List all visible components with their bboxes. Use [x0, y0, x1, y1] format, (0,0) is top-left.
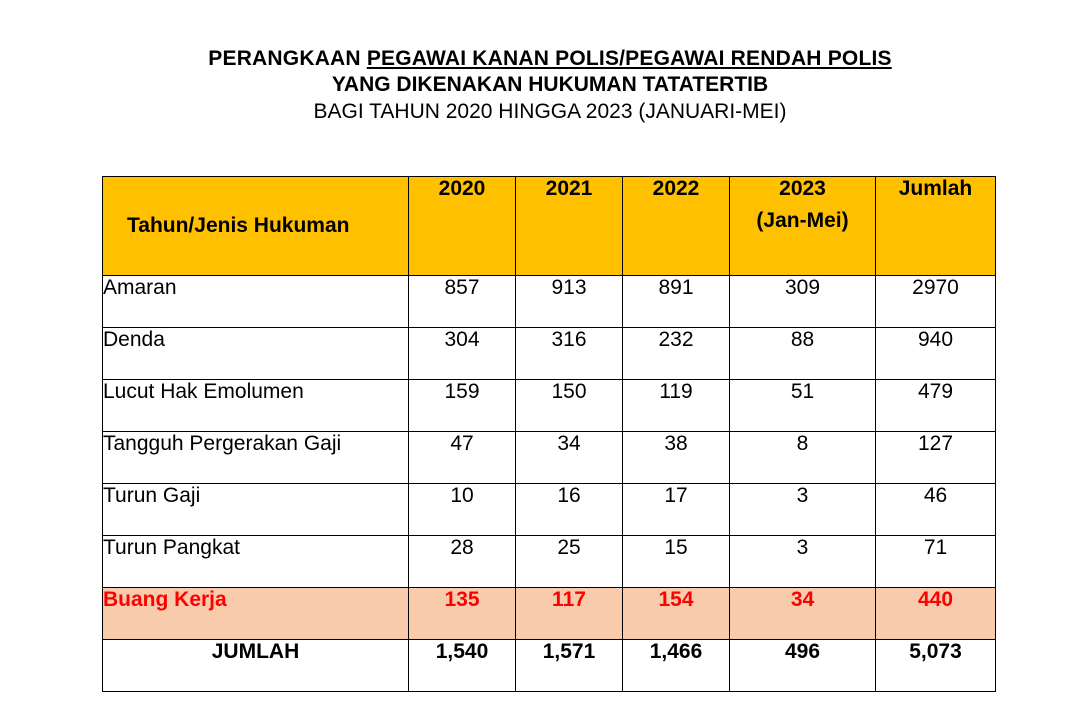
cell-total: 440 [876, 588, 996, 640]
title-line-1 [0, 46, 1080, 72]
cell-total: 46 [876, 484, 996, 536]
table-row [103, 328, 996, 380]
row-label: Turun Gaji [103, 484, 409, 536]
cell-2023: 8 [730, 432, 876, 484]
total-2022: 1,466 [623, 640, 730, 692]
cell-2021: 913 [516, 276, 623, 328]
cell-2023: 34 [730, 588, 876, 640]
table-header-row [103, 177, 996, 276]
cell-2021: 117 [516, 588, 623, 640]
header-2023 [730, 177, 876, 276]
title-line-1-underlined: PEGAWAI KANAN POLIS/PEGAWAI RENDAH POLIS [366, 47, 892, 70]
header-2023-year: 2023 [779, 177, 826, 200]
cell-2021: 25 [516, 536, 623, 588]
cell-2022: 891 [623, 276, 730, 328]
title-line-2: YANG DIKENAKAN HUKUMAN TATATERTIB [331, 73, 769, 96]
table-row [103, 432, 996, 484]
cell-2020: 10 [409, 484, 516, 536]
cell-2021: 150 [516, 380, 623, 432]
row-label: Tangguh Pergerakan Gaji [103, 432, 409, 484]
header-year-punishment-type: Tahun/Jenis Hukuman [103, 177, 409, 276]
header-2020: 2020 [409, 177, 516, 276]
table-row [103, 484, 996, 536]
table-total-row [103, 640, 996, 692]
table-row [103, 536, 996, 588]
row-label: Denda [103, 328, 409, 380]
cell-total: 127 [876, 432, 996, 484]
cell-2022: 15 [623, 536, 730, 588]
header-2021: 2021 [516, 177, 623, 276]
document-title [0, 46, 1080, 125]
cell-2020: 857 [409, 276, 516, 328]
cell-2020: 135 [409, 588, 516, 640]
discipline-statistics-table [102, 176, 996, 692]
table-row-highlighted [103, 588, 996, 640]
title-line-3: BAGI TAHUN 2020 HINGGA 2023 (JANUARI-MEI) [313, 100, 787, 123]
cell-total: 2970 [876, 276, 996, 328]
header-total: Jumlah [876, 177, 996, 276]
cell-2023: 88 [730, 328, 876, 380]
cell-2023: 3 [730, 536, 876, 588]
cell-2020: 159 [409, 380, 516, 432]
cell-2020: 47 [409, 432, 516, 484]
cell-2022: 38 [623, 432, 730, 484]
cell-total: 71 [876, 536, 996, 588]
row-label: Amaran [103, 276, 409, 328]
cell-2022: 154 [623, 588, 730, 640]
total-2021: 1,571 [516, 640, 623, 692]
cell-2022: 17 [623, 484, 730, 536]
row-label: Lucut Hak Emolumen [103, 380, 409, 432]
cell-total: 479 [876, 380, 996, 432]
cell-2023: 51 [730, 380, 876, 432]
cell-2021: 34 [516, 432, 623, 484]
cell-2022: 119 [623, 380, 730, 432]
cell-total: 940 [876, 328, 996, 380]
cell-2022: 232 [623, 328, 730, 380]
header-2023-period: (Jan-Mei) [756, 209, 849, 232]
cell-2021: 316 [516, 328, 623, 380]
total-2023: 496 [730, 640, 876, 692]
table-row [103, 276, 996, 328]
cell-2023: 3 [730, 484, 876, 536]
total-grand: 5,073 [876, 640, 996, 692]
cell-2021: 16 [516, 484, 623, 536]
table-row [103, 380, 996, 432]
total-row-label: JUMLAH [103, 640, 409, 692]
cell-2023: 309 [730, 276, 876, 328]
cell-2020: 28 [409, 536, 516, 588]
title-line-1-prefix: PERANGKAAN [208, 47, 367, 70]
row-label: Turun Pangkat [103, 536, 409, 588]
total-2020: 1,540 [409, 640, 516, 692]
cell-2020: 304 [409, 328, 516, 380]
header-2022: 2022 [623, 177, 730, 276]
row-label: Buang Kerja [103, 588, 409, 640]
